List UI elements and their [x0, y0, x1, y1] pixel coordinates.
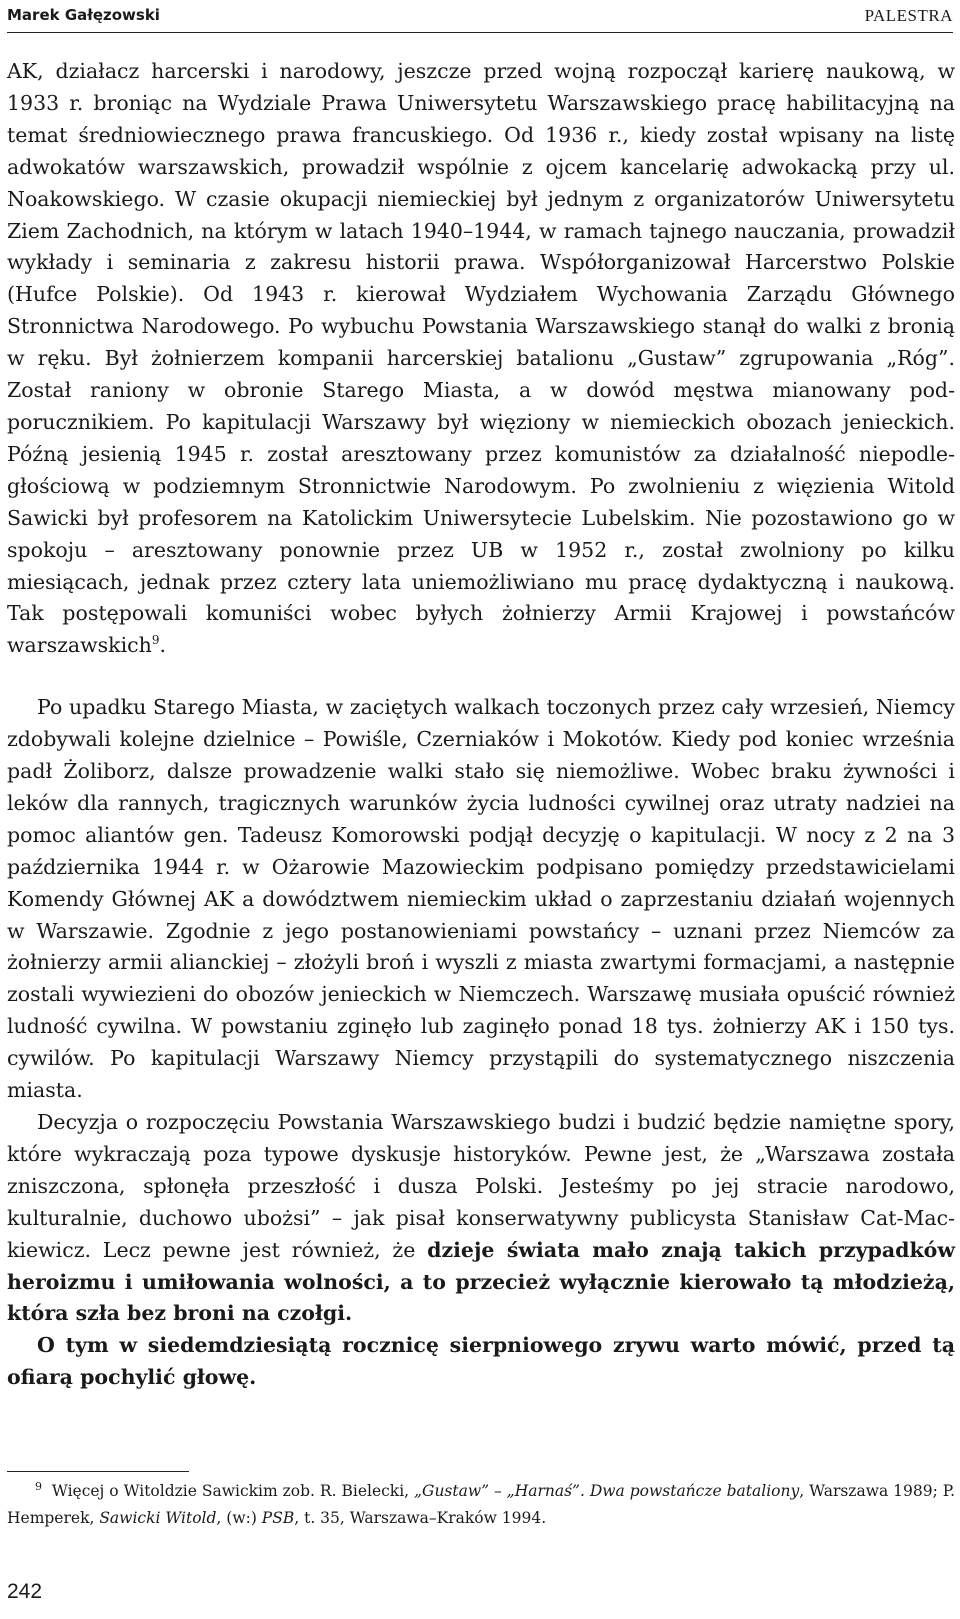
paragraph-1-end: .	[159, 633, 167, 658]
paragraph-4-bold: O tym w siedemdziesiątą rocznicę sierpniowego zrywu warto mówić, przed tą ofiarą pochylić głowę.	[7, 1333, 955, 1390]
paragraph-3	[7, 1107, 955, 1330]
body-text	[7, 56, 955, 1394]
paragraph-3-text: Decyzja o rozpoczęciu Powstania Warszawskiego budzi i budzić będzie namiętne spory, które wykraczają poza typowe dyskusje historyków. Pewne jest, że „Warszawa została zniszczona, spłonęła przeszłość i dusza Polski. Jesteśmy po jej stracie narodowo, kulturalnie, duchowo ubożsi” – jak pisał konserwatywny publicysta Stanisław Cat-Mackiewicz. Lecz pewne jest również, że	[7, 1110, 955, 1262]
footnote-text-3: , (w:)	[216, 1509, 262, 1527]
footnote-text-1: Więcej o Witoldzie Sawickim zob. R. Bielecki,	[51, 1482, 415, 1500]
running-header	[7, 4, 953, 33]
paragraph-4	[7, 1330, 955, 1394]
header-author: Marek Gałęzowski	[7, 6, 160, 24]
paragraph-1	[7, 56, 955, 662]
page-number: 242	[7, 1580, 43, 1603]
footnotes	[7, 1478, 955, 1532]
footnote-title-3: PSB	[261, 1509, 295, 1527]
header-journal: PALESTRA	[864, 6, 953, 25]
footnote-title-2: Sawicki Witold	[99, 1509, 217, 1527]
footnote-ref-9[interactable]: 9	[151, 633, 160, 648]
paragraph-1-text: AK, działacz harcerski i narodowy, jeszcze przed wojną rozpoczął karierę naukową, w 1933 r. broniąc na Wydziale Prawa Uniwersytetu Warszawskiego pracę habilitacyjną na temat średniowiecznego prawa francuskiego. Od 1936 r., kiedy został wpisany na listę adwokatów warszawskich, prowadził wspólnie z ojcem kancelarię adwokacką przy ul. Noakowskiego. W czasie okupacji niemieckiej był jednym z organizatorów Uniwersytetu Ziem Zachodnich, na którym w latach 1940–1944, w ramach tajnego nauczania, prowadził wykłady i seminaria z zakresu historii prawa. Współorganizował Harcerstwo Polskie (Hufce Polskie). Od 1943 r. kierował Wydziałem Wychowania Zarządu Głównego Stronnictwa Narodowego. Po wybuchu Powstania Warszawskiego stanął do walki z bronią w ręku. Był żołnierzem kompanii harcerskiej batalionu „Gustaw” zgrupowania „Róg”. Został raniony w obronie Starego Miasta, a w dowód męstwa mianowany podporucznikiem. Po kapitulacji Warszawy był więziony w niemieckich obozach jenieckich. Późną jesienią 1945 r. został aresztowany przez komunistów za działalność niepodległościową w podziemnym Stronnictwie Narodowym. Po zwolnieniu z więzienia Witold Sawicki był profesorem na Katolickim Uniwersytecie Lubelskim. Nie pozostawiono go w spokoju – aresztowany ponownie przez UB w 1952 r., został zwolniony po kilku miesiącach, jednak przez cztery lata uniemożliwiano mu pracę dydaktyczną i naukową. Tak postępowali komuniści wobec byłych żołnierzy Armii Krajowej i powstańców warszawskich	[7, 59, 955, 658]
footnote-title-1: „Gustaw” – „Harnaś”. Dwa powstańcze bataliony	[414, 1482, 800, 1500]
footnote-text-2: , Warszawa 1989; P. Hemperek,	[7, 1482, 956, 1527]
footnote-separator	[7, 1471, 189, 1472]
paragraph-2: Po upadku Starego Miasta, w zaciętych walkach toczonych przez cały wrzesień, Niemcy zdobywali kolejne dzielnice – Powiśle, Czerniaków i Mokotów. Kiedy pod koniec września padł Żoliborz, dalsze prowadzenie walki stało się niemożliwe. Wobec braku żywności i leków dla rannych, tragicznych warunków życia ludności cywilnej oraz utraty nadziei na pomoc aliantów gen. Tadeusz Komorowski podjął decyzję o kapitulacji. W nocy z 2 na 3 października 1944 r. w Ożarowie Mazowieckim podpisano pomiędzy przedstawicielami Komendy Głównej AK a dowództwem niemieckim układ o zaprzestaniu działań wojennych w Warszawie. Zgodnie z jego postanowieniami powstańcy – uznani przez Niemców za żołnierzy armii alianckiej – złożyli broń i wyszli z miasta zwartymi formacjami, a następnie zostali wywiezieni do obozów jenieckich w Niemczech. Warszawę musiała opuścić również ludność cywilna. W powstaniu zginęło lub zaginęło ponad 18 tys. żołnierzy AK i 150 tys. cywilów. Po kapitulacji Warszawy Niemcy przystąpili do systematycznego niszczenia miasta.	[7, 695, 955, 1103]
footnote-number: 9	[35, 1479, 42, 1493]
footnote-text-4: , t. 35, Warszawa–Kraków 1994.	[294, 1509, 547, 1527]
paragraph-3-bold: dzieje świata mało znają takich przypadków heroizmu i umiłowania wolności, a to przecież wyłącznie kierowało tą młodzieżą, która szła bez broni na czołgi.	[7, 1237, 955, 1326]
footnote-9	[7, 1478, 955, 1532]
